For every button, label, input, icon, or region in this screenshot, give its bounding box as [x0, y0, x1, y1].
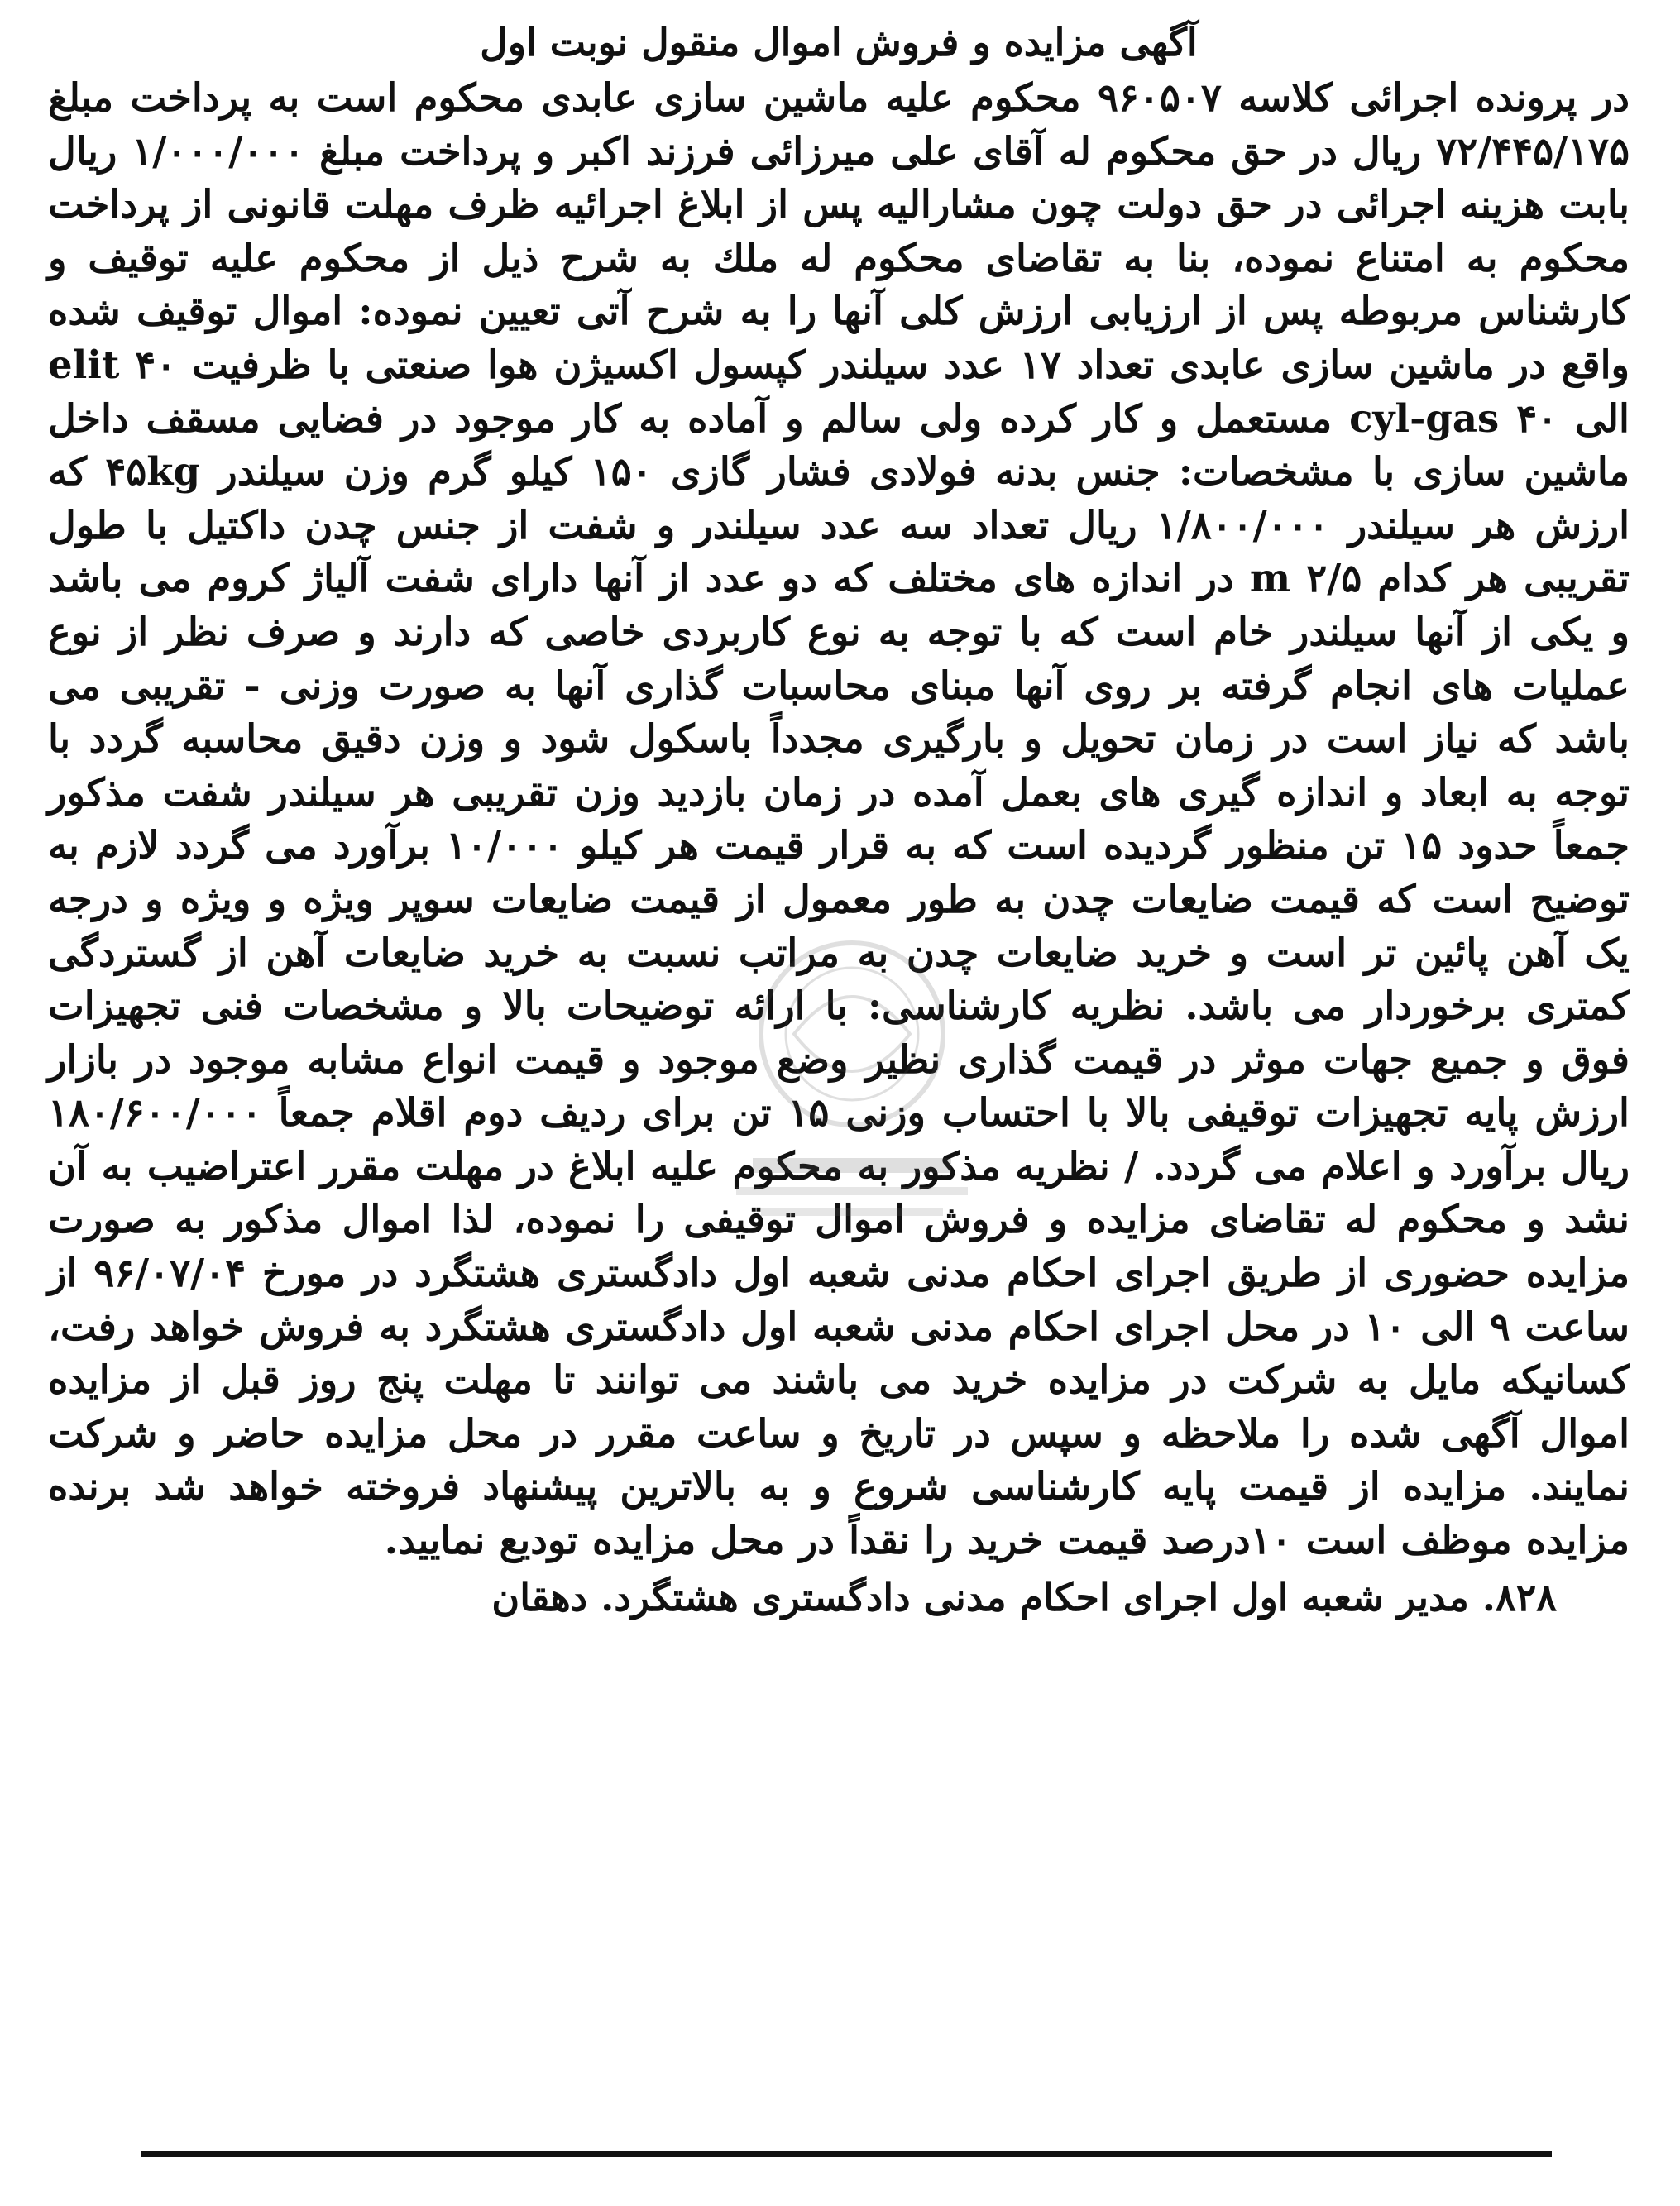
notice-title: آگهی مزایده و فروش اموال منقول نوبت اول [480, 20, 1198, 65]
notice [48, 13, 1630, 1624]
notice-body: در پرونده اجرائی کلاسه ۹۶۰۵۰۷ محکوم علیه ماشین سازی عابدی محکوم است به پرداخت مبلغ ۷۲/۴۴۵/۱۷۵ ریال در حق محکوم له آقای علی میرزائی فرزند اکبر و پرداخت مبلغ ۱/۰۰۰/۰۰۰ ریال بابت هزینه اجرائی در حق دولت چون مشارالیه پس از ابلاغ اجرائیه ظرف مهلت قانونی از پرداخت محکوم به امتناع نموده، بنا به تقاضای محکوم له ملك به شرح ذیل از محکوم علیه توقیف و کارشناس مربوطه پس از ارزیابی ارزش کلی آنها را به شرح آتی تعیین نموده: اموال توقیف شده واقع در ماشین سازی عابدی تعداد ۱۷ عدد سیلندر کپسول اکسیژن هوا صنعتی با ظرفیت ۴۰ elit الی ۴۰ cyl-gas مستعمل و کار کرده ولی سالم و آماده به کار موجود در فضایی مسقف داخل ماشین سازی با مشخصات: جنس بدنه فولادی فشار گازی ۱۵۰ کیلو گرم وزن سیلندر ۴۵kg که ارزش هر سیلندر ۱/۸۰۰/۰۰۰ ریال تعداد سه عدد سیلندر و شفت از جنس چدن داکتیل با طول تقریبی هر کدام ۲/۵ m در اندازه های مختلف که دو عدد از آنها دارای شفت آلیاژ کروم می باشد و یکی از آنها سیلندر خام است که با توجه به نوع کاربردی خاصی که دارند و صرف نظر از نوع عملیات های انجام گرفته بر روی آنها مبنای محاسبات گذاری آنها به صورت وزنی - تقریبی می باشد که نیاز است در زمان تحویل و بارگیری مجدداً باسکول شود و وزن دقیق محاسبه گردد با توجه به ابعاد و اندازه گیری های بعمل آمده در زمان بازدید وزن تقریبی هر سیلندر شفت مذکور جمعاً حدود ۱۵ تن منظور گردیده است که به قرار قیمت هر کیلو ۱۰/۰۰۰ برآورد می گردد لازم به توضیح است که قیمت ضایعات چدن به طور معمول از قیمت ضایعات سوپر ویژه و ویژه و درجه یک آهن پائین تر است و خرید ضایعات چدن به مراتب نسبت به خرید ضایعات آهن از گستردگی کمتری برخوردار می باشد. نظریه کارشناسی: با ارائه توضیحات بالا و مشخصات فنی تجهیزات فوق و جمیع جهات موثر در قیمت گذاری نظیر وضع موجود و قیمت انواع مشابه موجود در بازار ارزش پایه تجهیزات توقیفی بالا با احتساب وزنی ۱۵ تن برای ردیف دوم اقلام جمعاً ۱۸۰/۶۰۰/۰۰۰ ریال برآورد و اعلام می گردد. / نظریه مذکور به محکوم علیه ابلاغ در مهلت مقرر اعتراضیب به آن نشد و محکوم له تقاضای مزایده و فروش اموال توقیفی را نموده، لذا اموال مذکور به صورت مزایده حضوری از طریق اجرای احکام مدنی شعبه اول دادگستری هشتگرد در مورخ ۹۶/۰۷/۰۴ از ساعت ۹ الی ۱۰ در محل اجرای احکام مدنی شعبه اول دادگستری هشتگرد به فروش خواهد رفت، کسانیکه مایل به شرکت در مزایده خرید می باشند می توانند تا مهلت پنج روز قبل از مزایده اموال آگهی شده را ملاحظه و سپس در تاریخ و ساعت مقرر در محل مزایده حاضر و شرکت نمایند. مزایده از قیمت پایه کارشناسی شروع و به بالاترین پیشنهاد فروخته خواهد شد برنده مزایده موظف است ۱۰درصد قیمت خرید را نقداً در محل مزایده تودیع نمایید. [48, 74, 1630, 1563]
bottom-divider [141, 2151, 1552, 2157]
notice-signature: ۸۲۸. مدیر شعبه اول اجرای احکام مدنی دادگستری هشتگرد. دهقان [491, 1574, 1557, 1620]
